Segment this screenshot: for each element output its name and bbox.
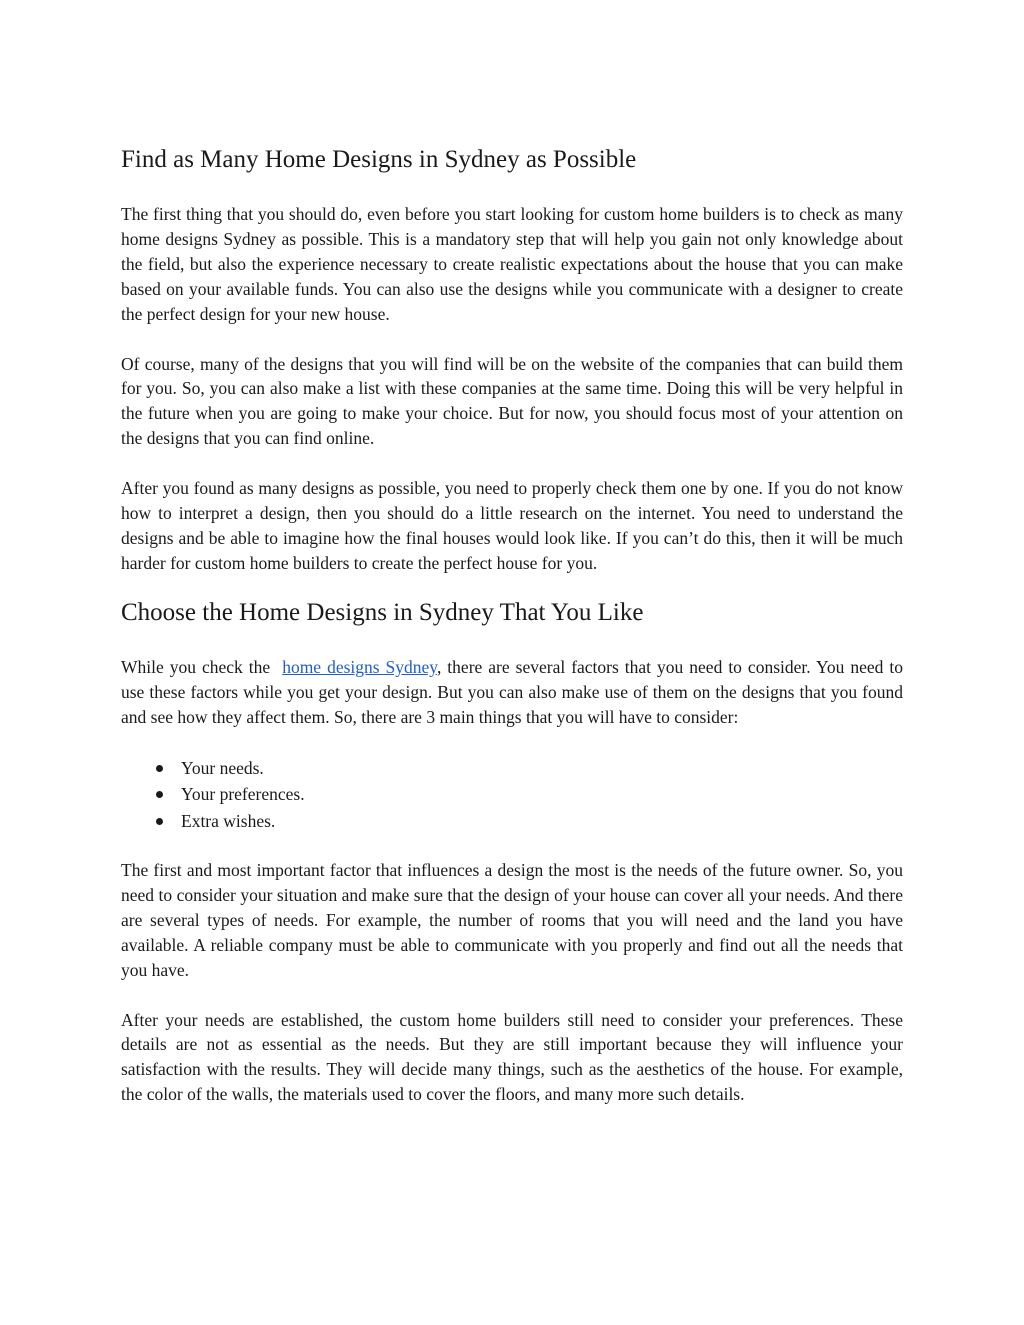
bullet-icon: [156, 765, 163, 772]
paragraph-with-link: [121, 655, 903, 730]
section-heading-find-designs: Find as Many Home Designs in Sydney as Possible: [121, 146, 637, 173]
bullet-icon: [156, 791, 163, 798]
factors-list: [121, 755, 903, 835]
paragraph-text: , there are several factors that you need to consider. You need to use these factors while you get your design. But you can also make use of them on the designs that you found and see how they affect them. So, there are 3 main things that you will have to consider:: [121, 656, 903, 727]
paragraph: After you found as many designs as possible, you need to properly check them one by one. If you do not know how to interpret a design, then you should do a little research on the internet. You need to understand the designs and be able to imagine how the final houses would look like. If you can’t do this, then it will be much harder for custom home builders to create the perfect house for you.: [121, 478, 903, 573]
paragraph: Of course, many of the designs that you will find will be on the website of the companies that can build them for you. So, you can also make a list with these companies at the same time. Doing this will be very helpful in the future when you are going to make your choice. But for now, you should focus most of your attention on the designs that you can find online.: [121, 353, 903, 449]
section-heading-choose-designs: Choose the Home Designs in Sydney That You Like: [121, 598, 644, 626]
paragraph: The first thing that you should do, even before you start looking for custom home builders is to check as many home designs Sydney as possible. This is a mandatory step that will help you gain not only knowledge about the field, but also the experience necessary to create realistic expectations about the house that you can make based on your available funds. You can also use the designs while you communicate with a designer to create the perfect design for your new house.: [121, 204, 903, 324]
paragraph: After your needs are established, the custom home builders still need to consider your preferences. These details are not as essential as the needs. But they are still important because they will influence your satisfaction with the results. They will decide many things, such as the aesthetics of the house. For example, the color of the walls, the materials used to cover the floors, and many more such details.: [121, 1009, 903, 1105]
list-item: [121, 781, 903, 808]
list-item-text: Your preferences.: [181, 784, 305, 804]
list-item-text: Your needs.: [181, 757, 264, 778]
document-page: [121, 143, 903, 1107]
paragraph-text: While you check the: [121, 656, 271, 677]
paragraph: The first and most important factor that influences a design the most is the needs of the future owner. So, you need to consider your situation and make sure that the design of your house can cover all your needs. And there are several types of needs. For example, the number of rooms that you will need and the land you have available. A reliable company must be able to communicate with you properly and find out all the needs that you have.: [121, 860, 903, 980]
list-item-text: Extra wishes.: [181, 810, 276, 831]
list-item: [121, 755, 903, 782]
home-designs-sydney-link[interactable]: home designs Sydney: [282, 656, 437, 677]
list-item: [121, 808, 903, 835]
bullet-icon: [156, 818, 163, 825]
